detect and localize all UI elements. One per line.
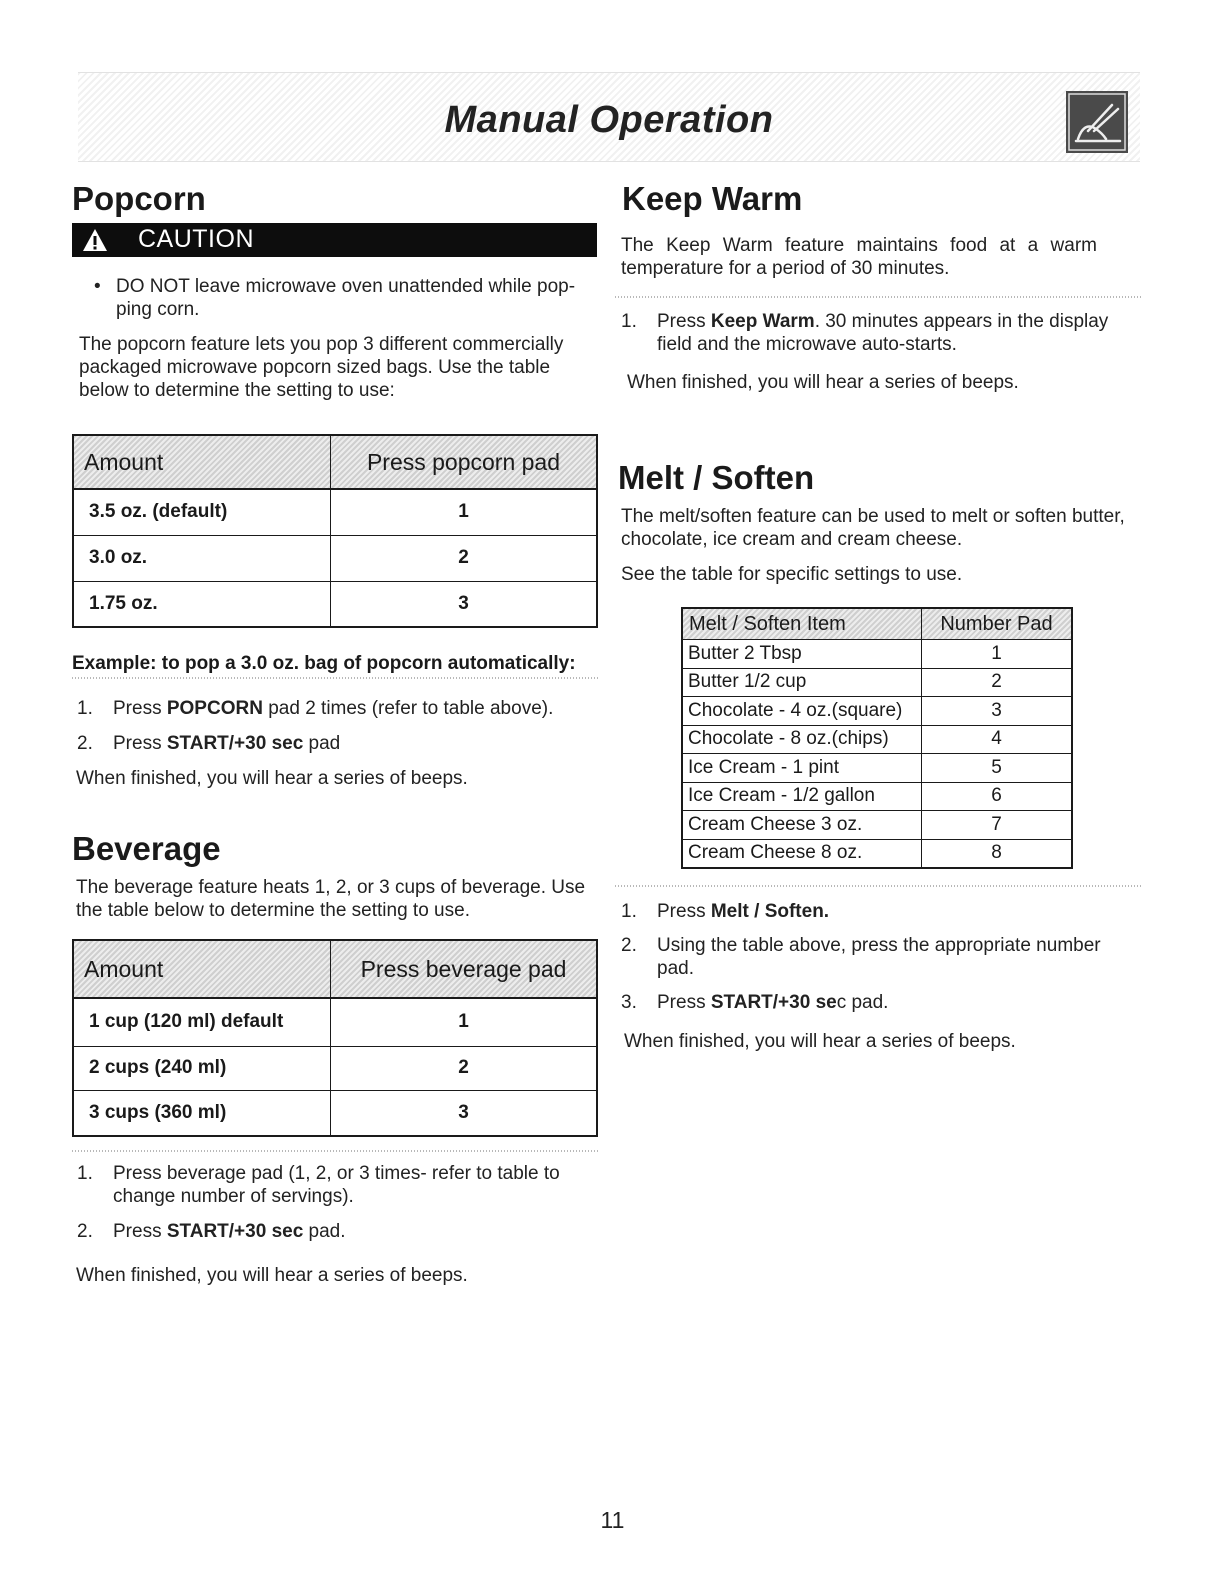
table-cell: 1.75 oz. — [73, 581, 331, 627]
beverage-intro: The beverage feature heats 1, 2, or 3 cups of beverage. Use the table below to determine the setting to use. — [76, 877, 586, 921]
table-row — [682, 782, 1072, 811]
table-row — [73, 998, 597, 1046]
caution-text: DO NOT leave microwave oven unattended while pop-ping corn. — [116, 276, 576, 320]
melt-see-table: See the table for specific settings to use. — [621, 564, 963, 585]
table-cell: 1 — [331, 998, 598, 1046]
table-cell: 3.5 oz. (default) — [73, 489, 331, 535]
table-row — [682, 839, 1072, 868]
beverage-steps — [77, 1162, 587, 1243]
table-cell: 4 — [922, 725, 1073, 754]
melt-finish: When finished, you will hear a series of beeps. — [624, 1031, 1016, 1052]
divider — [72, 677, 598, 679]
table-row — [682, 725, 1072, 754]
list-item: 1. Press beverage pad (1, 2, or 3 times- refer to table to change number of servings). — [77, 1163, 560, 1207]
table-header: Press beverage pad — [331, 940, 598, 998]
table-cell: Cream Cheese 3 oz. — [682, 811, 922, 840]
hand-icon — [1066, 91, 1128, 153]
table-row — [682, 668, 1072, 697]
popcorn-finish: When finished, you will hear a series of beeps. — [76, 768, 468, 789]
caution-label: CAUTION — [138, 225, 254, 253]
table-cell: Cream Cheese 8 oz. — [682, 839, 922, 868]
table-row — [73, 1090, 597, 1136]
table-row — [682, 640, 1072, 669]
warning-icon — [82, 227, 108, 253]
melt-heading: Melt / Soften — [618, 459, 815, 496]
melt-steps — [621, 900, 1131, 1014]
page-title: Manual Operation — [444, 99, 774, 141]
melt-table — [681, 607, 1073, 869]
table-cell: 3 — [922, 697, 1073, 726]
table-cell: 1 — [331, 489, 598, 535]
table-row — [73, 489, 597, 535]
table-header: Amount — [73, 940, 331, 998]
list-item: 1. Press POPCORN pad 2 times (refer to table above). — [77, 698, 554, 719]
table-cell: 2 — [331, 1046, 598, 1090]
table-cell: Butter 1/2 cup — [682, 668, 922, 697]
list-item: 1. Press Melt / Soften. — [621, 901, 830, 922]
beverage-finish: When finished, you will hear a series of beeps. — [76, 1265, 468, 1286]
table-cell: 3 cups (360 ml) — [73, 1090, 331, 1136]
table-cell: Chocolate - 4 oz.(square) — [682, 697, 922, 726]
table-row — [73, 581, 597, 627]
table-header-row — [73, 435, 597, 489]
table-row — [73, 535, 597, 581]
header-banner — [78, 72, 1140, 162]
table-row — [682, 697, 1072, 726]
divider — [615, 296, 1141, 298]
popcorn-heading: Popcorn — [72, 180, 206, 217]
bullet-icon: • — [94, 276, 101, 297]
table-cell: Chocolate - 8 oz.(chips) — [682, 725, 922, 754]
table-header: Amount — [73, 435, 331, 489]
keep-warm-finish: When finished, you will hear a series of beeps. — [627, 372, 1019, 393]
table-cell: 3.0 oz. — [73, 535, 331, 581]
table-cell: 2 — [331, 535, 598, 581]
caution-bullet — [94, 275, 604, 321]
keep-warm-heading: Keep Warm — [622, 180, 803, 217]
table-cell: 1 — [922, 640, 1073, 669]
list-item: 2. Press START/+30 sec pad — [77, 733, 341, 754]
table-header: Press popcorn pad — [331, 435, 598, 489]
divider — [72, 1150, 598, 1152]
page-number: 11 — [600, 1507, 625, 1533]
list-item: 2. Press START/+30 sec pad. — [77, 1221, 346, 1242]
table-cell: 2 — [922, 668, 1073, 697]
divider — [615, 885, 1141, 887]
table-header: Number Pad — [922, 608, 1073, 640]
popcorn-steps — [77, 697, 597, 755]
melt-intro: The melt/soften feature can be used to melt or soften butter, chocolate, ice cream and cream cheese. — [621, 506, 1125, 550]
table-header-row — [73, 940, 597, 998]
table-header: Melt / Soften Item — [682, 608, 922, 640]
beverage-table — [72, 939, 598, 1137]
table-row — [682, 811, 1072, 840]
table-cell: 6 — [922, 782, 1073, 811]
table-cell: 1 cup (120 ml) default — [73, 998, 331, 1046]
table-cell: 2 cups (240 ml) — [73, 1046, 331, 1090]
table-cell: Ice Cream - 1/2 gallon — [682, 782, 922, 811]
table-row — [682, 754, 1072, 783]
table-cell: Butter 2 Tbsp — [682, 640, 922, 669]
popcorn-intro: The popcorn feature lets you pop 3 different commercially packaged microwave popcorn sized bags. Use the table below to determine the setting to use: — [79, 334, 564, 401]
table-cell: 8 — [922, 839, 1073, 868]
table-header-row — [682, 608, 1072, 640]
popcorn-table — [72, 434, 598, 628]
keep-warm-intro: The Keep Warm feature maintains food at a warm temperature for a period of 30 minutes. — [621, 235, 1097, 279]
table-cell: 3 — [331, 581, 598, 627]
table-cell: 7 — [922, 811, 1073, 840]
example-heading: Example: to pop a 3.0 oz. bag of popcorn automatically: — [72, 653, 576, 674]
table-cell: 5 — [922, 754, 1073, 783]
table-cell: Ice Cream - 1 pint — [682, 754, 922, 783]
table-row — [73, 1046, 597, 1090]
list-item: 2. Using the table above, press the appropriate number pad. — [621, 935, 1101, 979]
beverage-heading: Beverage — [72, 830, 221, 867]
keep-warm-steps — [621, 310, 1131, 356]
list-item: 1. Press Keep Warm. 30 minutes appears in the display field and the microwave auto-starts. — [621, 311, 1109, 355]
list-item: 3. Press START/+30 sec pad. — [621, 992, 889, 1013]
caution-bar — [72, 223, 597, 257]
table-cell: 3 — [331, 1090, 598, 1136]
